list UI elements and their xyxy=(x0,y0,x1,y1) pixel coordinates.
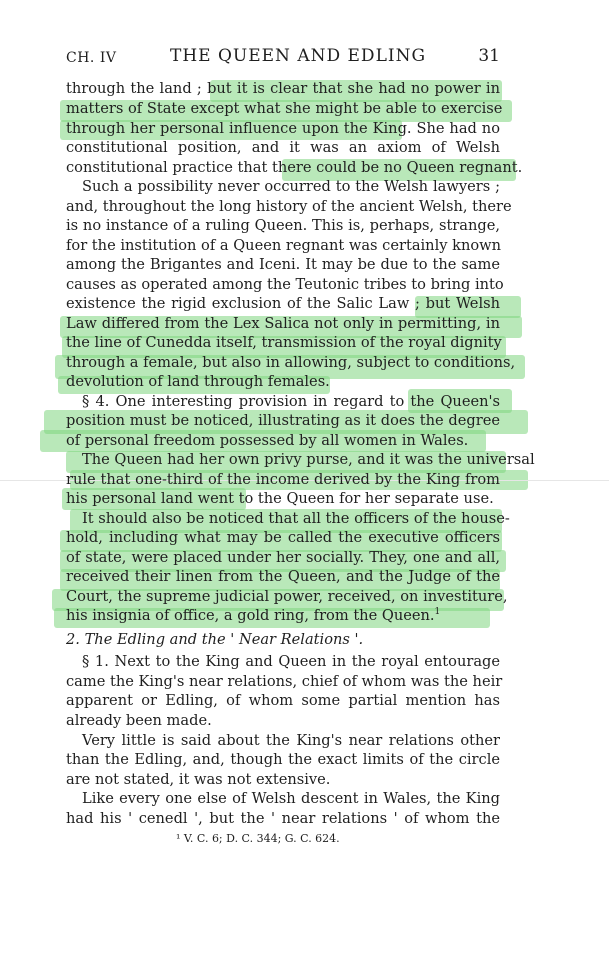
text-line: already been made. xyxy=(66,712,212,729)
text-line: causes as operated among the Teutonic tribes to bring into xyxy=(66,276,504,293)
text-line: through her personal influence upon the King. She had no xyxy=(66,120,500,137)
text-line: rule that one-third of the income derived by the King from xyxy=(66,471,500,488)
text-line: his personal land went to the Queen for her separate use. xyxy=(66,490,494,507)
footnote: ¹ V. C. 6; D. C. 344; G. C. 624. xyxy=(176,832,340,845)
text-line: devolution of land through females. xyxy=(66,373,330,390)
text-line: of state, were placed under her socially. They, one and all, xyxy=(66,549,500,566)
text-line: apparent or Edling, of whom some partial mention has xyxy=(66,692,500,709)
section-heading: 2. The Edling and the ' Near Relations '. xyxy=(66,631,364,648)
text-line: Like every one else of Welsh descent in Wales, the King xyxy=(82,790,500,807)
text-line: hold, including what may be called the executive officers xyxy=(66,529,500,546)
text-line-content: his insignia of office, a gold ring, from the Queen. xyxy=(66,607,435,624)
page-number: 31 xyxy=(478,46,500,66)
text-line: of personal freedom possessed by all women in Wales. xyxy=(66,432,469,449)
text-line: through a female, but also in allowing, subject to conditions, xyxy=(66,354,516,371)
text-line: The Queen had her own privy purse, and it was the universal xyxy=(82,451,535,468)
text-line xyxy=(66,606,500,626)
chapter-label: CH. IV xyxy=(66,50,117,66)
text-line: existence the rigid exclusion of the Salic Law ; but Welsh xyxy=(66,295,500,312)
text-line: came the King's near relations, chief of whom was the heir xyxy=(66,673,503,690)
text-line: than the Edling, and, though the exact limits of the circle xyxy=(66,751,500,768)
text-line: the line of Cunedda itself, transmission of the royal dignity xyxy=(66,334,502,351)
text-line: Very little is said about the King's near relations other xyxy=(82,732,500,749)
text-line: are not stated, it was not extensive. xyxy=(66,771,331,788)
text-line: It should also be noticed that all the officers of the house- xyxy=(82,510,510,527)
running-title: THE QUEEN AND EDLING xyxy=(170,46,427,66)
text-line: Law differed from the Lex Salica not only in permitting, in xyxy=(66,315,500,332)
text-line: through the land ; but it is clear that she had no power in xyxy=(66,80,500,97)
text-line: had his ' cenedl ', but the ' near relations ' of whom the xyxy=(66,810,500,827)
text-line: position must be noticed, illustrating as it does the degree xyxy=(66,412,500,429)
text-line: matters of State except what she might be able to exercise xyxy=(66,100,503,117)
text-line: is no instance of a ruling Queen. This is, perhaps, strange, xyxy=(66,217,500,234)
text-line: and, throughout the long history of the ancient Welsh, there xyxy=(66,198,512,215)
text-line: constitutional practice that there could be no Queen regnant. xyxy=(66,159,523,176)
text-line: Such a possibility never occurred to the Welsh lawyers ; xyxy=(82,178,500,195)
footnote-marker: 1 xyxy=(434,607,441,618)
text-line: Court, the supreme judicial power, received, on investiture, xyxy=(66,588,508,605)
text-line: received their linen from the Queen, and the Judge of the xyxy=(66,568,500,585)
text-line: for the institution of a Queen regnant was certainly known xyxy=(66,237,502,254)
text-line: among the Brigantes and Iceni. It may be due to the same xyxy=(66,256,500,273)
text-line: § 1. Next to the King and Queen in the royal entourage xyxy=(82,653,500,670)
text-line: § 4. One interesting provision in regard to the Queen's xyxy=(82,393,500,410)
running-header xyxy=(66,46,500,72)
text-line: constitutional position, and it was an axiom of Welsh xyxy=(66,139,500,156)
